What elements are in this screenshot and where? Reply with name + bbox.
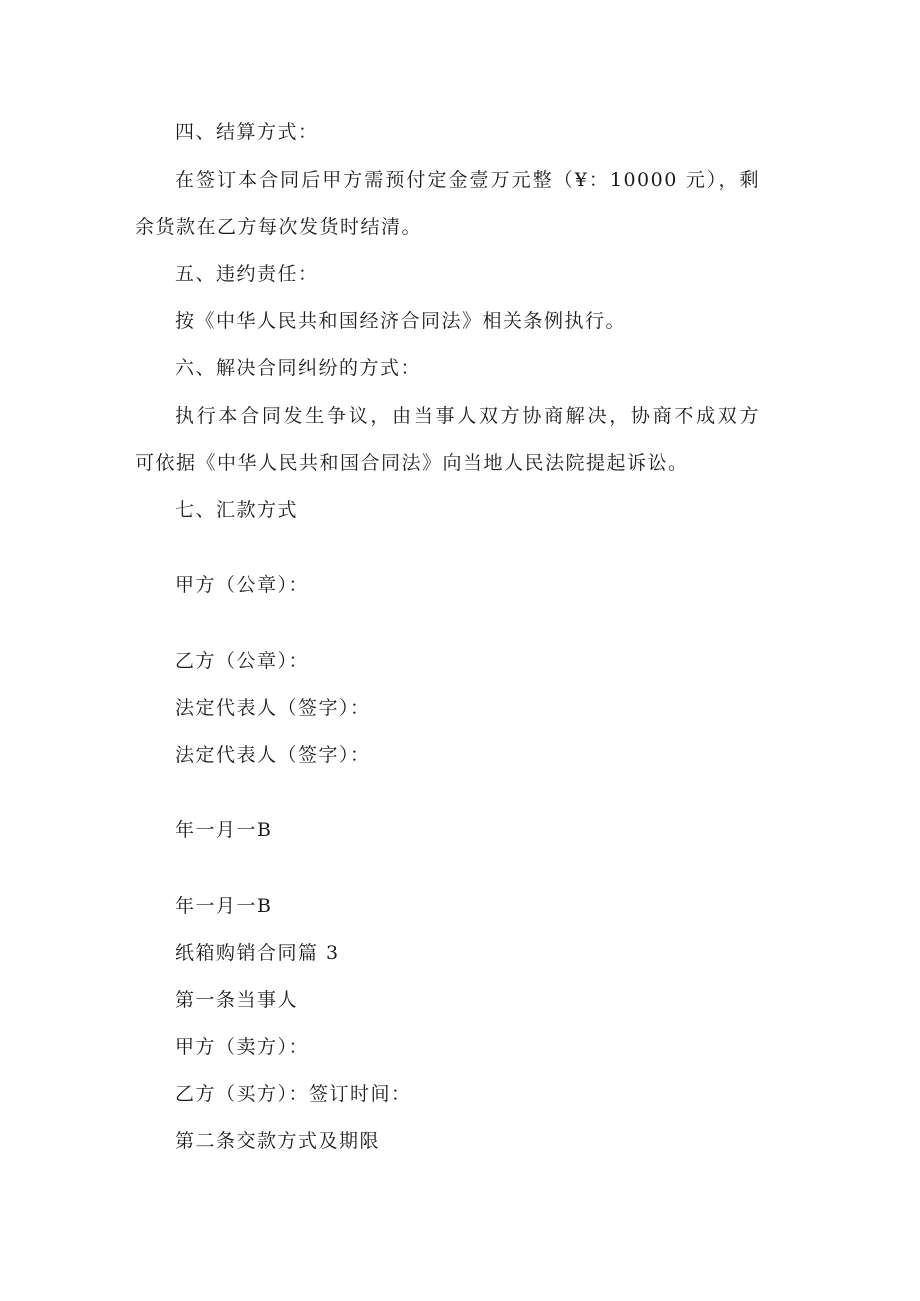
section4-heading: 四、结算方式： <box>175 121 319 143</box>
section6-body-line2: 可依据《中华人民共和国合同法》向当地人民法院提起诉讼。 <box>135 452 689 474</box>
party-a-seller: 甲方（卖方）： <box>175 1036 310 1058</box>
section6-heading: 六、解决合同纠纷的方式： <box>175 357 422 379</box>
section6-body-line1: 执行本合同发生争议，由当事人双方协商解决，协商不成双方 <box>175 405 760 427</box>
party-b-buyer-signing-time: 乙方（买方）：签订时间： <box>175 1083 412 1105</box>
contract3-title: 纸箱购销合同篇 3 <box>175 942 340 964</box>
section7-heading: 七、汇款方式 <box>175 499 299 521</box>
legal-rep-signature-2: 法定代表人（签字）： <box>175 744 371 766</box>
legal-rep-signature-1: 法定代表人（签字）： <box>175 697 371 719</box>
section5-heading: 五、违约责任： <box>175 263 319 285</box>
article2-heading: 第二条交款方式及期限 <box>175 1130 381 1152</box>
date-line-2: 年一月一B <box>175 895 273 917</box>
article1-heading: 第一条当事人 <box>175 989 299 1011</box>
party-b-seal: 乙方（公章）： <box>175 650 310 672</box>
party-a-seal: 甲方（公章）： <box>175 574 310 596</box>
section4-body-line2: 余货款在乙方每次发货时结清。 <box>135 216 423 238</box>
date-line-1: 年一月一B <box>175 819 273 841</box>
section5-body: 按《中华人民共和国经济合同法》相关条例执行。 <box>175 310 627 332</box>
section4-body-line1: 在签订本合同后甲方需预付定金壹万元整（¥：10000 元），剩 <box>175 169 760 191</box>
